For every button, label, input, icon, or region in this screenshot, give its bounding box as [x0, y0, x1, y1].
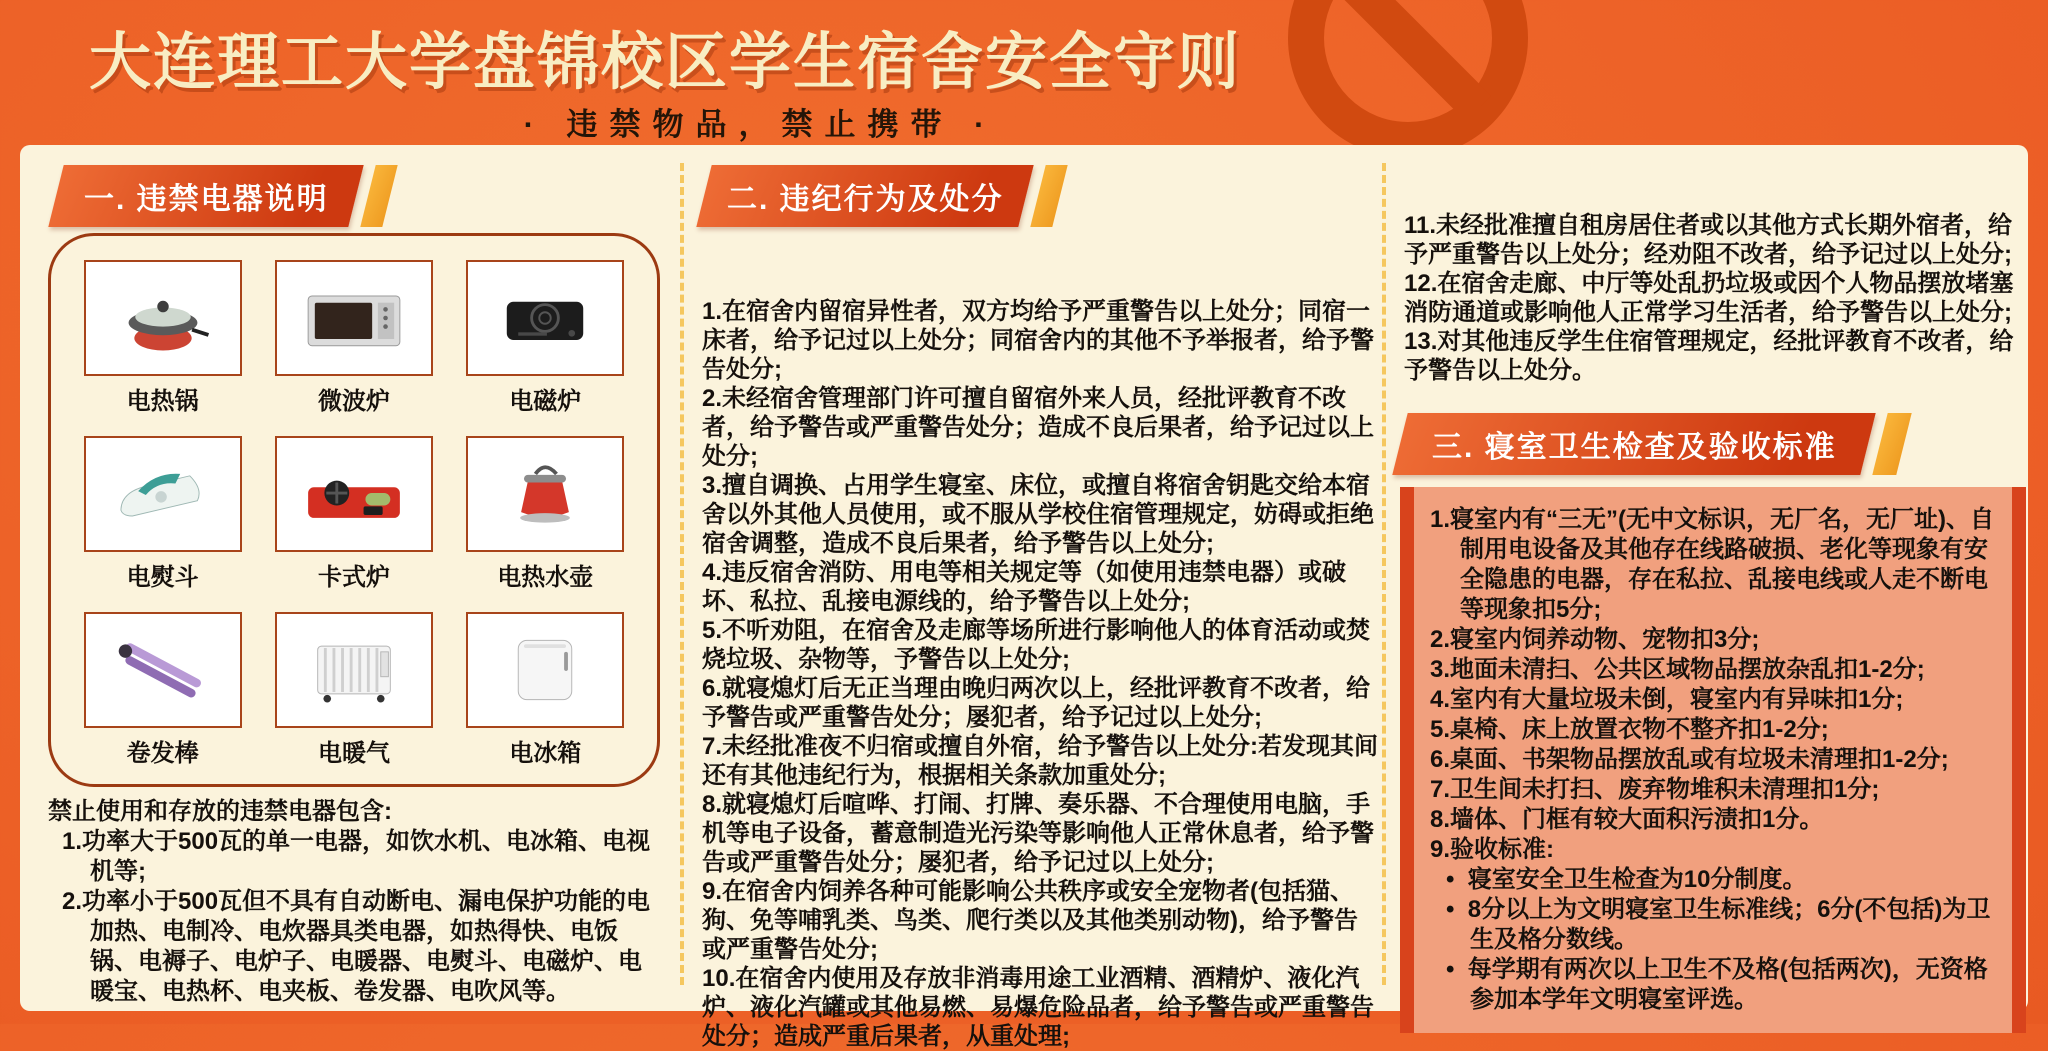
violation-item: 9.在宿舍内饲养各种可能影响公共秩序或安全宠物者(包括猫、狗、免等哺乳类、鸟类、爬行类以及其他类别动物)，给予警告或严重警告处分;: [702, 878, 1358, 963]
column-divider-right: [1382, 163, 1386, 985]
section3-banner: [1392, 413, 1875, 475]
appliance-card: [275, 436, 433, 602]
section2-banner-slash-icon: [1030, 165, 1067, 227]
section1-banner-slash-icon: [360, 165, 397, 227]
appliance-notes: [48, 797, 660, 1007]
violation-item: 10.在宿舍内使用及存放非消毒用途工业酒精、酒精炉、液化汽炉、液化汽罐或其他易燃、易爆危险品者，给予警告或严重警告处分；造成严重后果者，从重处理;: [702, 965, 1374, 1050]
violation-item: 2.未经宿舍管理部门许可擅自留宿外来人员，经批评教育不改者，给予警告或严重警告处分；造成不良后果者，给予记过以上处分;: [702, 385, 1374, 470]
section2-banner: [696, 165, 1033, 227]
appliance-card: [84, 436, 242, 602]
violation-list-continued: [1404, 211, 2028, 385]
appliance-card: [466, 260, 624, 426]
section1-title: 一. 违禁电器说明: [83, 183, 329, 216]
violation-item: 5.不听劝阻，在宿舍及走廊等场所进行影响他人的体育活动或焚烧垃圾、杂物等，予警告以上处分;: [702, 617, 1371, 673]
violation-item: 4.违反宿舍消防、用电等相关规定等（如使用违禁电器）或破坏、私拉、乱接电源线的，给予警告以上处分;: [702, 559, 1347, 615]
hygiene-acceptance-bullet: • 寝室安全卫生检查为10分制度。: [1430, 865, 1998, 895]
hygiene-acceptance-bullet: • 8分以上为文明寝室卫生标准线；6分(不包括)为卫生及格分数线。: [1430, 895, 1998, 955]
violation-item: 7.未经批准夜不归宿或擅自外宿，给予警告以上处分:若发现其间还有其他违纪行为，根据相关条款加重处分;: [702, 733, 1379, 789]
page-subtitle: · 违禁物品，禁止携带 ·: [523, 107, 997, 142]
violation-list: [702, 297, 1380, 1051]
appliance-card: [84, 612, 242, 778]
hygiene-item: 2.寝室内饲养动物、宠物扣3分;: [1430, 626, 1760, 653]
section2-title: 二. 违纪行为及处分: [726, 183, 1004, 216]
appliance-label: 电热锅: [126, 388, 199, 415]
induction-cooker-image: [466, 260, 624, 376]
violation-item: 13.对其他违反学生住宿管理规定，经批评教育不改者，给予警告以上处分。: [1404, 328, 2014, 384]
microwave-image: [275, 260, 433, 376]
content-panel: [20, 145, 2028, 1050]
page-title: 大连理工大学盘锦校区学生宿舍安全守则: [88, 28, 1241, 97]
appliance-label: 卡式炉: [317, 564, 390, 591]
hygiene-item: 1.寝室内有“三无”(无中文标识，无厂名，无厂址)、自制用电设备及其他存在线路破损、老化等现象有安全隐患的电器，存在私拉、乱接电线或人走不断电等现象扣5分;: [1430, 506, 1994, 623]
appliance-note-item: 2.功率小于500瓦但不具有自动断电、漏电保护功能的电加热、电制冷、电炊器具类电器，如热得快、电饭锅、电褥子、电炉子、电暖器、电熨斗、电磁炉、电暖宝、电热杯、电夹板、卷发器、电吹风等。: [62, 888, 651, 1005]
electric-kettle-image: [466, 436, 624, 552]
violation-item: 3.擅自调换、占用学生寝室、床位，或擅自将宿舍钥匙交给本宿舍以外其他人员使用，或不服从学校住宿管理规定，妨碍或拒绝宿舍调整，造成不良后果者，给予警告以上处分;: [702, 472, 1374, 557]
appliance-label: 电暖气: [317, 740, 390, 767]
appliance-label: 电磁炉: [509, 388, 582, 415]
appliance-card: [84, 260, 242, 426]
hygiene-standards-box: [1400, 487, 2026, 1033]
electric-hotpot-image: [84, 260, 242, 376]
hygiene-item: 8.墙体、门框有较大面积污渍扣1分。: [1430, 806, 1824, 833]
appliance-card: [466, 436, 624, 602]
cassette-stove-image: [275, 436, 433, 552]
section3-title: 三. 寝室卫生检查及验收标准: [1431, 431, 1837, 464]
appliance-card: [275, 612, 433, 778]
appliance-card: [275, 260, 433, 426]
column-divider-left: [680, 163, 684, 985]
electric-heater-image: [275, 612, 433, 728]
appliance-card: [466, 612, 624, 778]
appliance-label: 微波炉: [317, 388, 390, 415]
appliance-label: 电热水壶: [497, 564, 594, 591]
appliance-notes-title: 禁止使用和存放的违禁电器包含:: [48, 798, 392, 825]
hygiene-item: 3.地面未清扫、公共区域物品摆放杂乱扣1-2分;: [1430, 656, 1925, 683]
electric-iron-image: [84, 436, 242, 552]
mini-fridge-image: [466, 612, 624, 728]
violation-item: 1.在宿舍内留宿异性者，双方均给予严重警告以上处分；同宿一床者，给予记过以上处分；同宿舍内的其他不予举报者，给予警告处分;: [702, 298, 1374, 383]
appliance-label: 卷发棒: [126, 740, 199, 767]
violation-item: 6.就寝熄灯后无正当理由晚归两次以上，经批评教育不改者，给予警告或严重警告处分；屡犯者，给予记过以上处分;: [702, 675, 1371, 731]
appliance-label: 电熨斗: [126, 564, 199, 591]
hygiene-item: 5.桌椅、床上放置衣物不整齐扣1-2分;: [1430, 716, 1829, 743]
section3-banner-slash-icon: [1872, 413, 1911, 475]
appliance-note-item: 1.功率大于500瓦的单一电器，如饮水机、电冰箱、电视机等;: [62, 828, 651, 885]
violation-item: 12.在宿舍走廊、中厅等处乱扔垃圾或因个人物品摆放堵塞消防通道或影响他人正常学习生活者，给予警告以上处分;: [1404, 270, 2014, 326]
hygiene-acceptance-bullet: • 每学期有两次以上卫生不及格(包括两次)，无资格参加本学年文明寝室评选。: [1430, 955, 1998, 1015]
section1-banner: [48, 165, 363, 227]
hygiene-item: 4.室内有大量垃圾未倒，寝室内有异味扣1分;: [1430, 686, 1904, 713]
curling-iron-image: [84, 612, 242, 728]
violation-item: 8.就寝熄灯后喧哗、打闹、打牌、奏乐器、不合理使用电脑，手机等电子设备，蓄意制造光污染等影响他人正常休息者，给予警告或严重警告处分；屡犯者，给予记过以上处分;: [702, 791, 1374, 876]
hygiene-item: 7.卫生间未打扫、废弃物堆积未清理扣1分;: [1430, 776, 1880, 803]
appliance-grid: [48, 233, 660, 787]
hygiene-item: 6.桌面、书架物品摆放乱或有垃圾未清理扣1-2分;: [1430, 746, 1949, 773]
appliance-label: 电冰箱: [509, 740, 582, 767]
violation-item: 11.未经批准擅自租房居住者或以其他方式长期外宿者，给予严重警告以上处分；经劝阻不改者，给予记过以上处分;: [1404, 212, 2013, 268]
hygiene-item: 9.验收标准:: [1430, 836, 1555, 863]
